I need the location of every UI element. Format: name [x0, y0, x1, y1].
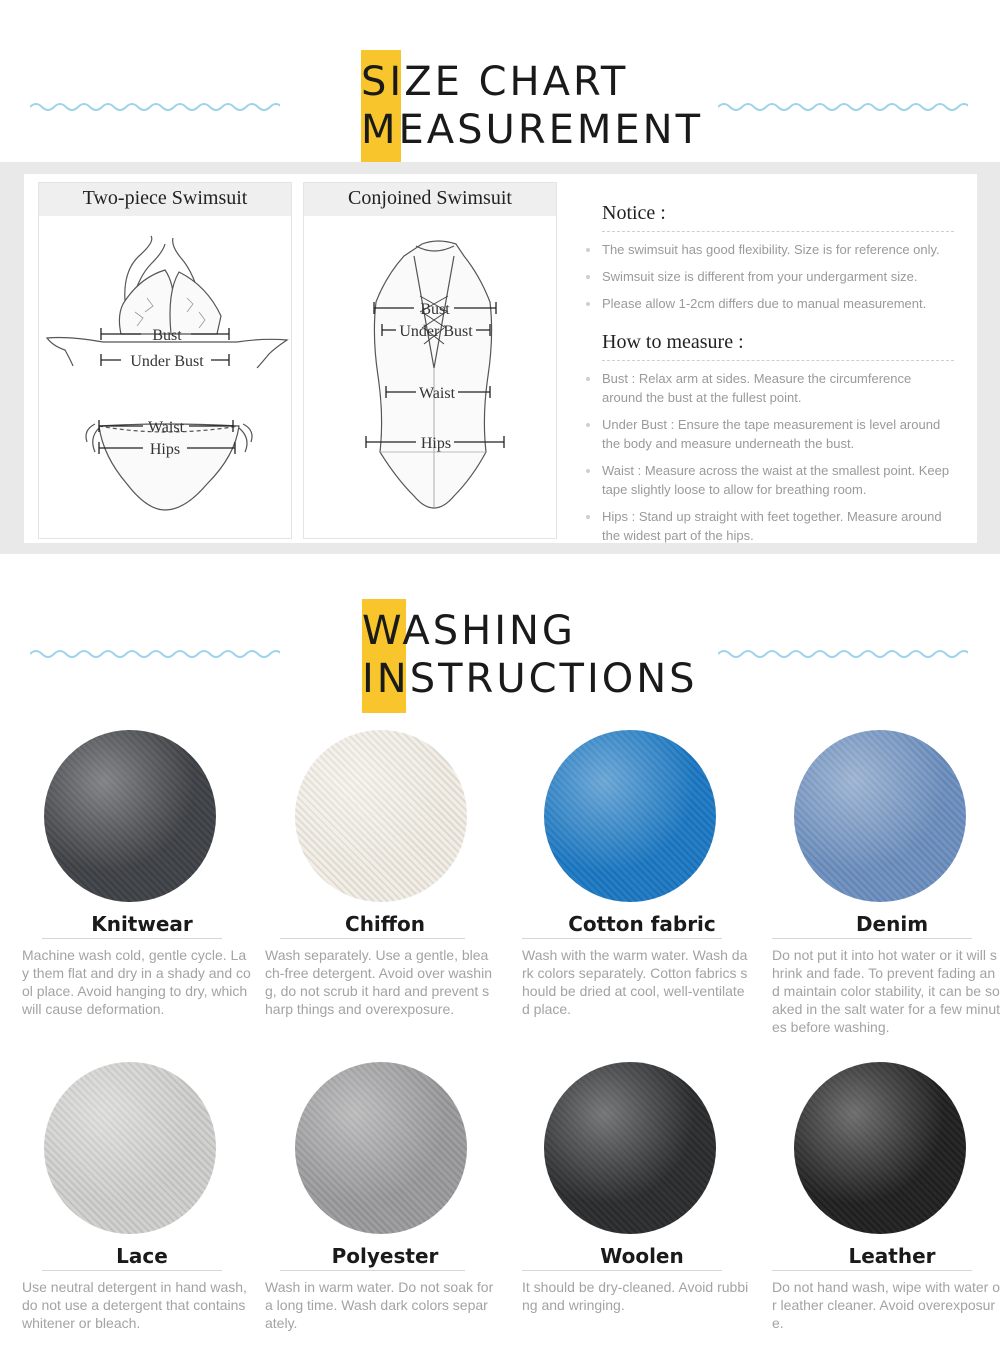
- measure-item: Under Bust : Ensure the tape measurement is level around the body and measure underneath the bust.: [602, 415, 954, 453]
- notice-item: Swimsuit size is different from your undergarment size.: [602, 267, 954, 286]
- two-piece-hips-label: Hips: [149, 441, 181, 458]
- fabric-swatch-image: [544, 1062, 716, 1234]
- size-chart-header: [0, 0, 1000, 162]
- conjoined-under-bust-label: Under Bust: [399, 323, 473, 340]
- wave-decoration-left: [30, 647, 280, 661]
- how-to-measure-list: [602, 369, 954, 545]
- fabric-name: Denim: [855, 912, 929, 936]
- fabric-divider: [772, 938, 972, 939]
- fabric-swatch-image: [544, 730, 716, 902]
- washing-header: [0, 555, 1000, 715]
- wave-decoration-right: [718, 100, 968, 114]
- notice-list: [602, 240, 954, 313]
- how-to-measure-heading: How to measure :: [602, 331, 954, 361]
- fabric-care-text: It should be dry-cleaned. Avoid rubbing and wringing.: [522, 1279, 749, 1313]
- two-piece-heading: Two-piece Swimsuit: [39, 183, 291, 216]
- fabric-divider: [772, 1270, 972, 1271]
- measure-item: Waist : Measure across the waist at the smallest point. Keep tape slightly loose to allow for breathing room.: [602, 461, 954, 499]
- two-piece-bust-label: Bust: [152, 327, 182, 344]
- fabric-divider: [522, 1270, 722, 1271]
- fabric-care-text: Wash with the warm water. Wash dark colors separately. Cotton fabrics should be dried at cool, well-ventilated place.: [522, 947, 748, 1017]
- measure-item: Hips : Stand up straight with feet together. Measure around the widest part of the hips.: [602, 507, 954, 545]
- fabric-swatch-image: [794, 730, 966, 902]
- two-piece-swimsuit-illustration: [39, 216, 293, 538]
- fabric-divider: [42, 1270, 222, 1271]
- size-chart-title-line1: SIZE CHART: [361, 59, 629, 105]
- fabric-divider: [42, 938, 222, 939]
- wave-decoration-right: [718, 647, 968, 661]
- measure-item: Bust : Relax arm at sides. Measure the circumference around the bust at the fullest point.: [602, 369, 954, 407]
- fabric-name: Woolen: [600, 1244, 684, 1268]
- size-chart-card: [24, 174, 977, 543]
- notice-item: Please allow 1-2cm differs due to manual measurement.: [602, 294, 954, 313]
- fabric-name: Polyester: [331, 1244, 439, 1268]
- washing-title-line1: WASHING: [362, 608, 576, 654]
- conjoined-waist-label: Waist: [418, 385, 456, 402]
- washing-title-line2: INSTRUCTIONS: [362, 656, 698, 702]
- fabric-care-text: Machine wash cold, gentle cycle. Lay them flat and dry in a shady and cool place. Avoid hanging to dry, which will cause deformation.: [22, 947, 251, 1017]
- fabric-swatch-image: [44, 1062, 216, 1234]
- wave-decoration-left: [30, 100, 280, 114]
- two-piece-diagram-panel: [38, 182, 292, 539]
- conjoined-swimsuit-illustration: [304, 216, 558, 538]
- fabric-swatch-image: [295, 730, 467, 902]
- fabric-swatch-image: [794, 1062, 966, 1234]
- fabric-swatch-image: [295, 1062, 467, 1234]
- size-chart-band: [0, 162, 1000, 554]
- conjoined-diagram-panel: [303, 182, 557, 539]
- fabric-name: Leather: [848, 1244, 936, 1268]
- fabric-care-text: Wash in warm water. Do not soak for a long time. Wash dark colors separately.: [265, 1279, 494, 1331]
- two-piece-under-bust-label: Under Bust: [130, 353, 204, 370]
- fabric-care-text: Do not put it into hot water or it will shrink and fade. To prevent fading and maintain color stability, it can be soaked in the salt water for a few minutes before washing.: [772, 947, 1000, 1035]
- size-chart-title-line2: MEASUREMENT: [361, 107, 704, 153]
- fabric-divider: [280, 1270, 465, 1271]
- fabric-name: Cotton fabric: [568, 912, 716, 936]
- fabric-divider: [522, 938, 722, 939]
- fabric-name: Knitwear: [91, 912, 193, 936]
- fabric-divider: [280, 938, 465, 939]
- notice-heading: Notice :: [602, 202, 954, 232]
- two-piece-waist-label: Waist: [147, 419, 185, 436]
- conjoined-bust-label: Bust: [420, 301, 450, 318]
- notice-item: The swimsuit has good flexibility. Size is for reference only.: [602, 240, 954, 259]
- notice-block: [602, 202, 954, 553]
- fabric-care-text: Do not hand wash, wipe with water or leather cleaner. Avoid overexposure.: [772, 1279, 1000, 1331]
- conjoined-hips-label: Hips: [420, 435, 452, 452]
- fabric-name: Chiffon: [345, 912, 425, 936]
- fabric-name: Lace: [116, 1244, 168, 1268]
- fabric-swatch-image: [44, 730, 216, 902]
- conjoined-heading: Conjoined Swimsuit: [304, 183, 556, 216]
- fabric-care-text: Wash separately. Use a gentle, bleach-free detergent. Avoid over washing, do not scrub it hard and prevent sharp things and overexposure.: [265, 947, 492, 1017]
- fabric-care-text: Use neutral detergent in hand wash, do not use a detergent that contains whitener or bleach.: [22, 1279, 247, 1331]
